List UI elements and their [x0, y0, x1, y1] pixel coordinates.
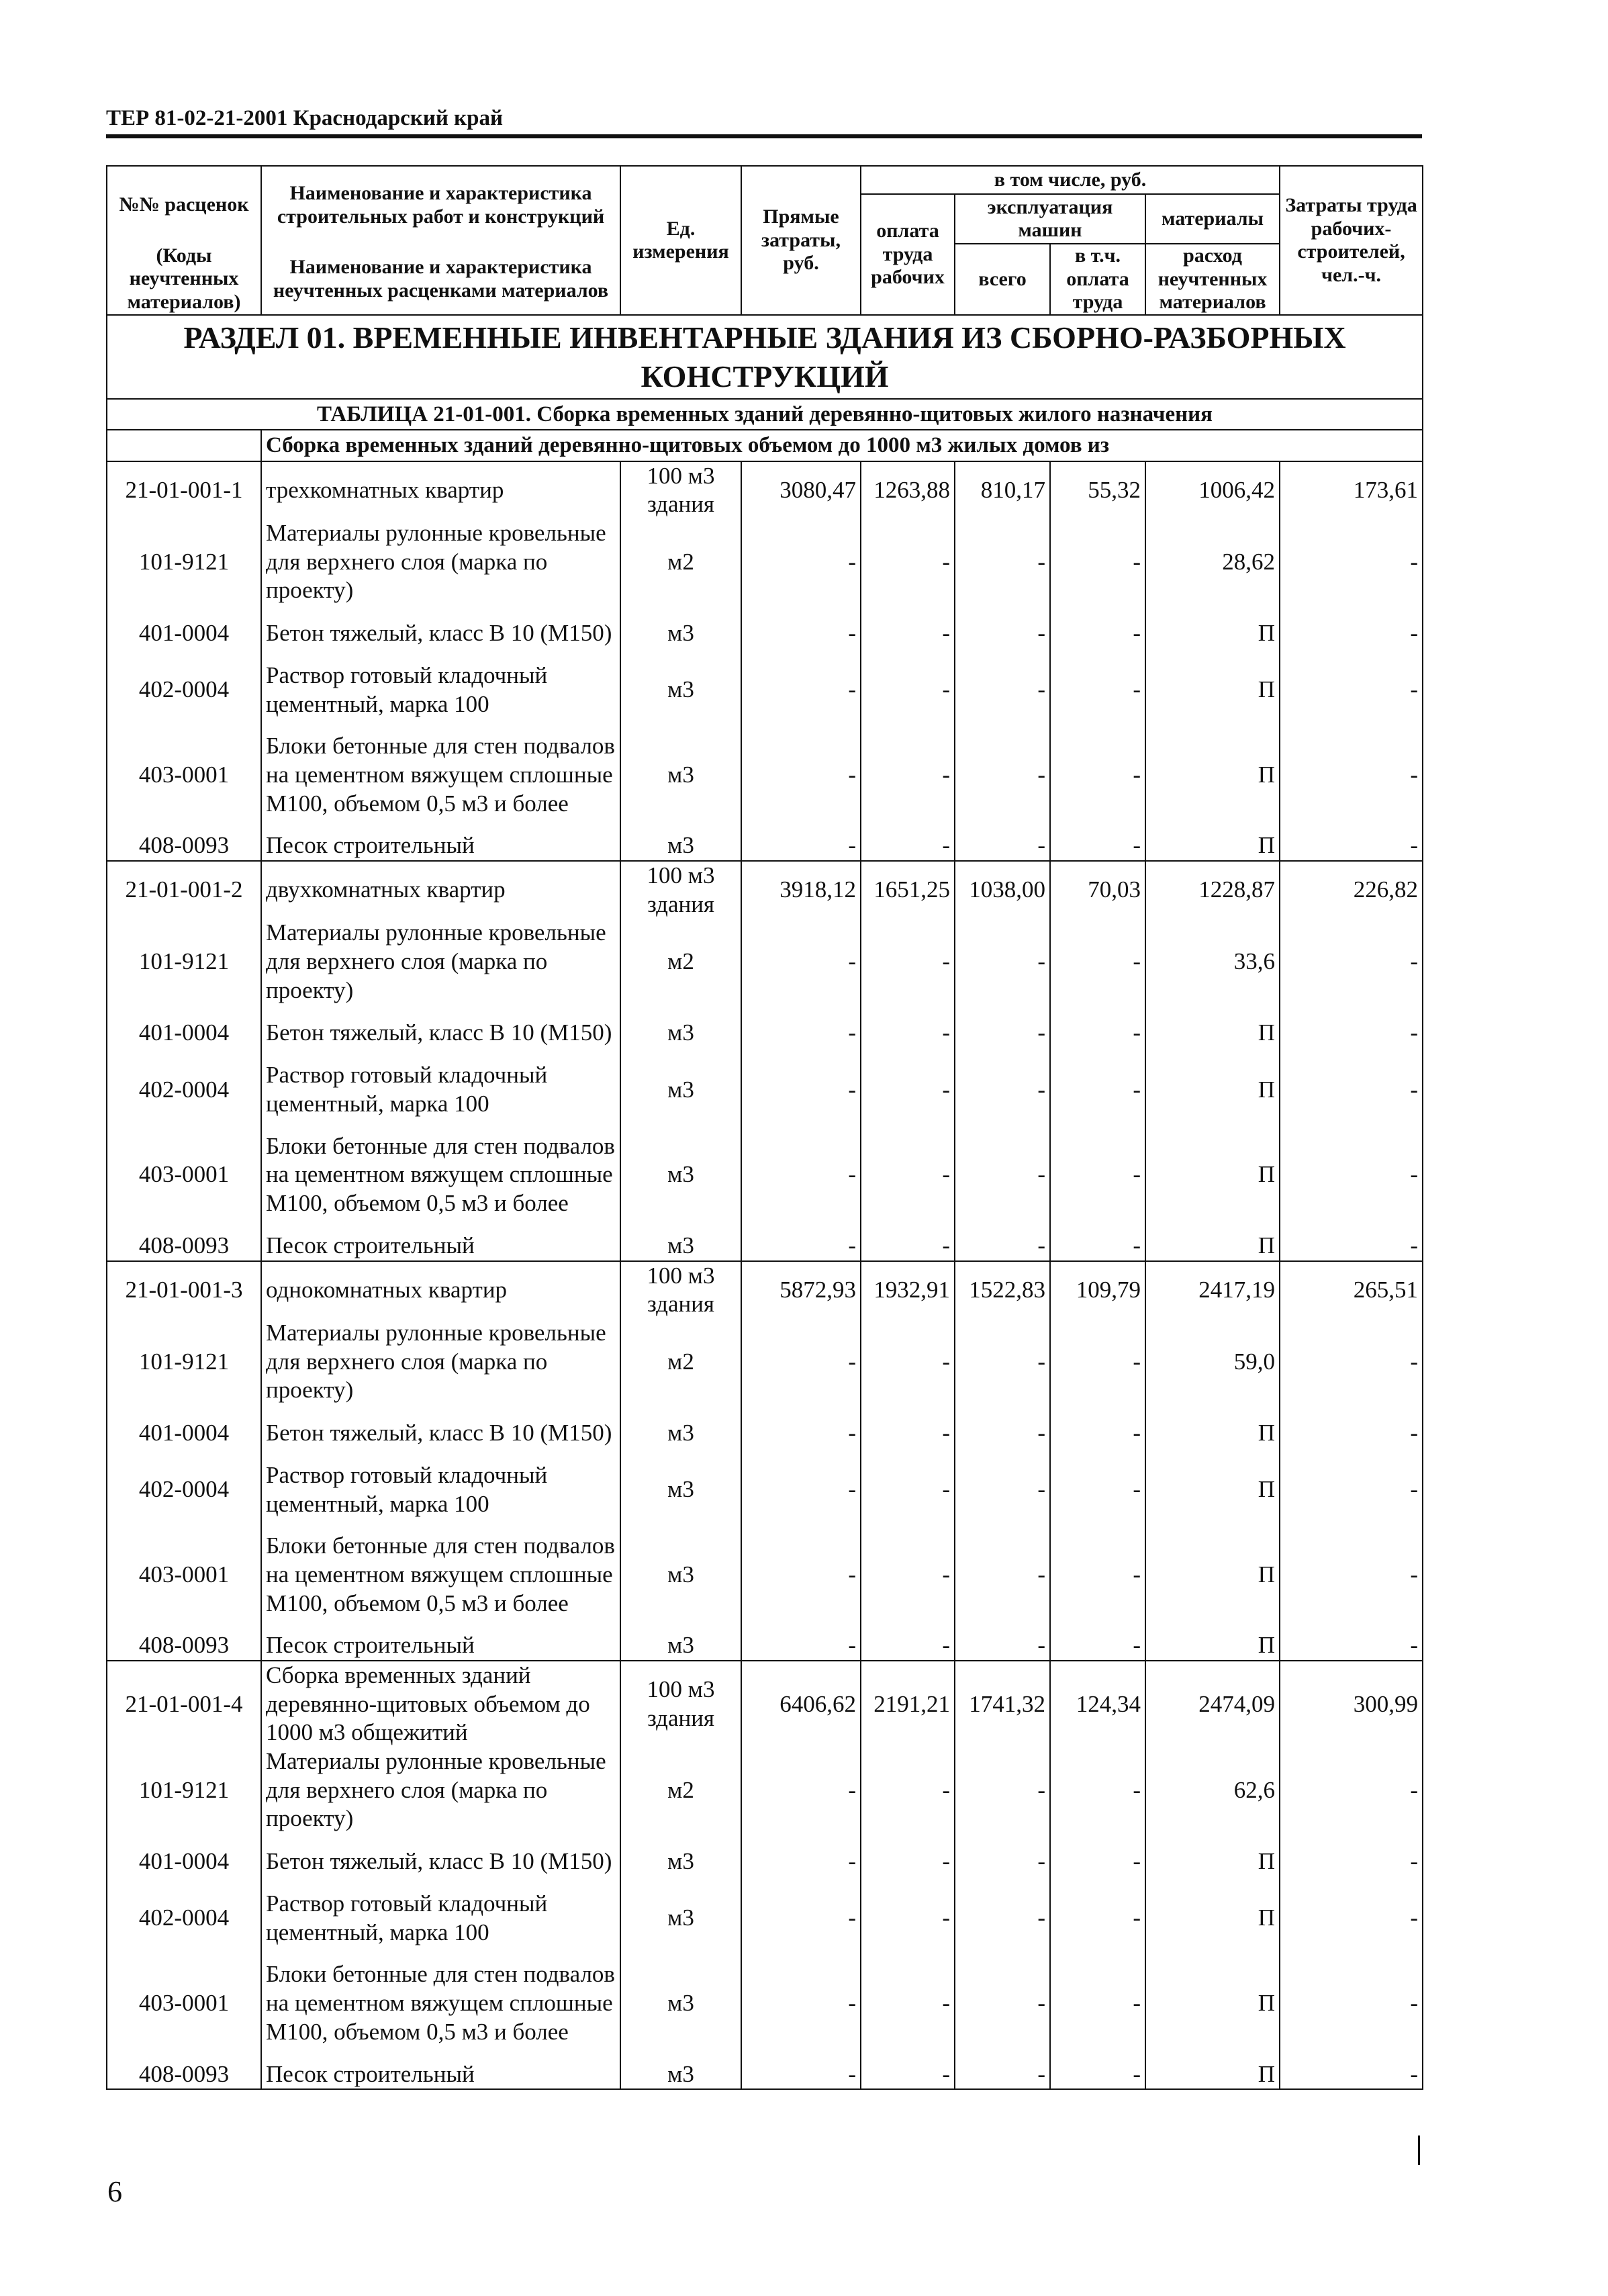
machines-wages: - — [1050, 719, 1145, 831]
machines-wages: - — [1050, 1890, 1145, 1947]
rate-code: 402-0004 — [107, 1890, 261, 1947]
col-code-bottom: (Коды неучтенных материалов) — [107, 244, 261, 315]
rate-name: Раствор готовый кладочный цементный, марка 100 — [261, 1890, 620, 1947]
direct-cost: - — [741, 719, 861, 831]
labor-cost: 173,61 — [1280, 461, 1423, 519]
col-machines-wages: в т.ч. оплата труда — [1050, 244, 1145, 315]
labor-cost: - — [1280, 1232, 1423, 1261]
wages: 2191,21 — [861, 1661, 955, 1747]
machines-wages: - — [1050, 1833, 1145, 1890]
direct-cost: 3918,12 — [741, 861, 861, 919]
machines-total: - — [955, 1405, 1050, 1461]
col-incl: в том числе, руб. — [861, 166, 1280, 194]
machines-total: 1741,32 — [955, 1661, 1050, 1747]
direct-cost: - — [741, 1461, 861, 1518]
wages: - — [861, 519, 955, 605]
direct-cost: 5872,93 — [741, 1261, 861, 1319]
machines-total: - — [955, 1319, 1050, 1405]
materials: П — [1145, 1947, 1280, 2060]
material-row — [107, 1005, 1423, 1061]
rate-name: Блоки бетонные для стен подвалов на цементном вяжущем сплошные М100, объемом 0,5 м3 и более — [261, 719, 620, 831]
machines-total: 810,17 — [955, 461, 1050, 519]
rate-unit: м3 — [620, 661, 741, 719]
labor-cost: - — [1280, 2060, 1423, 2090]
rate-name: Бетон тяжелый, класс В 10 (М150) — [261, 1005, 620, 1061]
wages: 1932,91 — [861, 1261, 955, 1319]
material-row — [107, 1461, 1423, 1518]
rate-name: однокомнатных квартир — [261, 1261, 620, 1319]
rate-unit: м3 — [620, 831, 741, 861]
direct-cost: - — [741, 1631, 861, 1661]
rate-name: трехкомнатных квартир — [261, 461, 620, 519]
machines-wages: - — [1050, 1319, 1145, 1405]
machines-total: 1522,83 — [955, 1261, 1050, 1319]
wages: - — [861, 1119, 955, 1232]
machines-total: - — [955, 1119, 1050, 1232]
wages: - — [861, 831, 955, 861]
col-direct: Прямые затраты, руб. — [741, 166, 861, 315]
labor-cost: 265,51 — [1280, 1261, 1423, 1319]
rate-name: Бетон тяжелый, класс В 10 (М150) — [261, 1833, 620, 1890]
labor-cost: - — [1280, 1405, 1423, 1461]
rate-code: 101-9121 — [107, 1747, 261, 1833]
materials: П — [1145, 661, 1280, 719]
material-row — [107, 1119, 1423, 1232]
materials: П — [1145, 605, 1280, 661]
table-body — [107, 461, 1423, 2090]
labor-cost: - — [1280, 661, 1423, 719]
machines-total: - — [955, 519, 1050, 605]
machines-total: - — [955, 1518, 1050, 1631]
rate-name: Раствор готовый кладочный цементный, марка 100 — [261, 1061, 620, 1118]
material-row — [107, 1061, 1423, 1118]
machines-total: - — [955, 919, 1050, 1005]
rate-unit: м3 — [620, 1119, 741, 1232]
rate-name: Материалы рулонные кровельные для верхнего слоя (марка по проекту) — [261, 919, 620, 1005]
direct-cost: - — [741, 1405, 861, 1461]
material-row — [107, 831, 1423, 861]
rate-code: 403-0001 — [107, 1947, 261, 2060]
rate-code: 402-0004 — [107, 1461, 261, 1518]
labor-cost: - — [1280, 831, 1423, 861]
materials: 2417,19 — [1145, 1261, 1280, 1319]
labor-cost: - — [1280, 1518, 1423, 1631]
table-title: ТАБЛИЦА 21-01-001. Сборка временных зданий деревянно-щитовых жилого назначения — [107, 399, 1423, 430]
rate-code: 402-0004 — [107, 661, 261, 719]
machines-total: - — [955, 1890, 1050, 1947]
machines-total: - — [955, 1461, 1050, 1518]
rate-code: 408-0093 — [107, 2060, 261, 2090]
rate-row — [107, 1261, 1423, 1319]
wages: - — [861, 1747, 955, 1833]
direct-cost: - — [741, 605, 861, 661]
rate-row — [107, 461, 1423, 519]
materials: 33,6 — [1145, 919, 1280, 1005]
wages: - — [861, 661, 955, 719]
rate-unit: м3 — [620, 1947, 741, 2060]
material-row — [107, 519, 1423, 605]
material-row — [107, 2060, 1423, 2090]
machines-total: - — [955, 1833, 1050, 1890]
machines-wages: - — [1050, 831, 1145, 861]
materials: 62,6 — [1145, 1747, 1280, 1833]
group-title-row — [107, 430, 1423, 461]
running-header: ТЕР 81-02-21-2001 Краснодарский край — [106, 106, 504, 130]
rate-name: Песок строительный — [261, 831, 620, 861]
col-machines-total: всего — [955, 244, 1050, 315]
wages: 1263,88 — [861, 461, 955, 519]
wages: - — [861, 1631, 955, 1661]
wages: - — [861, 605, 955, 661]
material-row — [107, 1631, 1423, 1661]
rate-name: Материалы рулонные кровельные для верхнего слоя (марка по проекту) — [261, 1747, 620, 1833]
rate-unit: м3 — [620, 1461, 741, 1518]
rate-code: 403-0001 — [107, 1518, 261, 1631]
section-title: РАЗДЕЛ 01. ВРЕМЕННЫЕ ИНВЕНТАРНЫЕ ЗДАНИЯ ИЗ СБОРНО-РАЗБОРНЫХ КОНСТРУКЦИЙ — [107, 315, 1423, 399]
material-row — [107, 1405, 1423, 1461]
rate-unit: 100 м3 здания — [620, 861, 741, 919]
wages: - — [861, 1405, 955, 1461]
rate-code: 408-0093 — [107, 1232, 261, 1261]
materials: П — [1145, 1833, 1280, 1890]
rate-name: Раствор готовый кладочный цементный, марка 100 — [261, 1461, 620, 1518]
labor-cost: - — [1280, 919, 1423, 1005]
wages: - — [861, 1319, 955, 1405]
labor-cost: - — [1280, 605, 1423, 661]
machines-wages: - — [1050, 1518, 1145, 1631]
rate-unit: м3 — [620, 605, 741, 661]
page-number: 6 — [107, 2175, 122, 2208]
rate-name: Бетон тяжелый, класс В 10 (М150) — [261, 605, 620, 661]
rate-name: Блоки бетонные для стен подвалов на цементном вяжущем сплошные М100, объемом 0,5 м3 и более — [261, 1518, 620, 1631]
rate-name: Материалы рулонные кровельные для верхнего слоя (марка по проекту) — [261, 519, 620, 605]
labor-cost: - — [1280, 1890, 1423, 1947]
group-title: Сборка временных зданий деревянно-щитовых объемом до 1000 м3 жилых домов из — [261, 430, 1423, 461]
rate-unit: м2 — [620, 1319, 741, 1405]
header-row-1 — [107, 166, 1423, 194]
material-row — [107, 661, 1423, 719]
rate-unit: м3 — [620, 2060, 741, 2090]
direct-cost: - — [741, 1319, 861, 1405]
rate-unit: м3 — [620, 1890, 741, 1947]
rate-unit: м3 — [620, 1631, 741, 1661]
machines-wages: - — [1050, 1947, 1145, 2060]
direct-cost: - — [741, 2060, 861, 2090]
materials: П — [1145, 1005, 1280, 1061]
col-labor: Затраты труда рабочих-строителей, чел.-ч. — [1280, 166, 1423, 315]
machines-wages: - — [1050, 1461, 1145, 1518]
machines-wages: - — [1050, 605, 1145, 661]
direct-cost: - — [741, 1005, 861, 1061]
direct-cost: - — [741, 1947, 861, 2060]
materials: П — [1145, 831, 1280, 861]
rate-unit: м3 — [620, 1518, 741, 1631]
col-machines: эксплуатация машин — [955, 194, 1145, 244]
col-wages: оплата труда рабочих — [861, 194, 955, 315]
material-row — [107, 1319, 1423, 1405]
rate-unit: м3 — [620, 1232, 741, 1261]
wages: - — [861, 2060, 955, 2090]
direct-cost: - — [741, 1119, 861, 1232]
rate-name: Блоки бетонные для стен подвалов на цементном вяжущем сплошные М100, объемом 0,5 м3 и более — [261, 1947, 620, 2060]
rate-unit: м2 — [620, 919, 741, 1005]
material-row — [107, 1947, 1423, 2060]
direct-cost: - — [741, 1518, 861, 1631]
labor-cost: - — [1280, 1747, 1423, 1833]
materials: П — [1145, 1518, 1280, 1631]
machines-wages: - — [1050, 519, 1145, 605]
material-row — [107, 919, 1423, 1005]
material-row — [107, 1747, 1423, 1833]
wages: - — [861, 1461, 955, 1518]
rate-name: Песок строительный — [261, 1631, 620, 1661]
rate-unit: м3 — [620, 1833, 741, 1890]
machines-total: - — [955, 1005, 1050, 1061]
direct-cost: - — [741, 1890, 861, 1947]
rate-unit: м2 — [620, 1747, 741, 1833]
materials: 2474,09 — [1145, 1661, 1280, 1747]
machines-wages: - — [1050, 1747, 1145, 1833]
materials: П — [1145, 1061, 1280, 1118]
rate-code: 21-01-001-2 — [107, 861, 261, 919]
materials: 59,0 — [1145, 1319, 1280, 1405]
table-title-row — [107, 399, 1423, 430]
direct-cost: - — [741, 519, 861, 605]
rate-row — [107, 1661, 1423, 1747]
rate-code: 21-01-001-3 — [107, 1261, 261, 1319]
col-unit: Ед. измерения — [620, 166, 741, 315]
machines-wages: - — [1050, 661, 1145, 719]
page-edge-mark — [1418, 2136, 1420, 2165]
rate-unit: м3 — [620, 1061, 741, 1118]
machines-wages: - — [1050, 919, 1145, 1005]
materials: П — [1145, 1232, 1280, 1261]
col-code-top: №№ расценок — [107, 166, 261, 244]
wages: - — [861, 719, 955, 831]
rate-unit: 100 м3 здания — [620, 1661, 741, 1747]
material-row — [107, 719, 1423, 831]
rate-name: Песок строительный — [261, 2060, 620, 2090]
machines-total: - — [955, 1747, 1050, 1833]
wages: - — [861, 1005, 955, 1061]
labor-cost: - — [1280, 1119, 1423, 1232]
materials: П — [1145, 1631, 1280, 1661]
material-row — [107, 1232, 1423, 1261]
materials: П — [1145, 1890, 1280, 1947]
section-row — [107, 315, 1423, 399]
machines-total: - — [955, 2060, 1050, 2090]
wages: - — [861, 1232, 955, 1261]
machines-total: - — [955, 605, 1050, 661]
machines-total: - — [955, 1947, 1050, 2060]
direct-cost: - — [741, 661, 861, 719]
machines-wages: - — [1050, 1119, 1145, 1232]
rate-name: двухкомнатных квартир — [261, 861, 620, 919]
rate-code: 403-0001 — [107, 719, 261, 831]
rate-name: Сборка временных зданий деревянно-щитовых объемом до 1000 м3 общежитий — [261, 1661, 620, 1747]
materials: 28,62 — [1145, 519, 1280, 605]
materials: П — [1145, 1461, 1280, 1518]
rate-unit: м2 — [620, 519, 741, 605]
machines-wages: - — [1050, 1631, 1145, 1661]
machines-wages: - — [1050, 1061, 1145, 1118]
rate-unit: м3 — [620, 1405, 741, 1461]
col-name-top: Наименование и характеристика строительных работ и конструкций — [261, 166, 620, 244]
machines-total: - — [955, 1232, 1050, 1261]
rate-code: 101-9121 — [107, 1319, 261, 1405]
col-materials: материалы — [1145, 194, 1280, 244]
col-name-bottom: Наименование и характеристика неучтенных расценками материалов — [261, 244, 620, 315]
machines-total: - — [955, 1631, 1050, 1661]
materials: 1006,42 — [1145, 461, 1280, 519]
labor-cost: - — [1280, 1461, 1423, 1518]
rate-code: 403-0001 — [107, 1119, 261, 1232]
machines-total: - — [955, 719, 1050, 831]
direct-cost: 6406,62 — [741, 1661, 861, 1747]
materials: П — [1145, 1405, 1280, 1461]
rate-code: 21-01-001-1 — [107, 461, 261, 519]
machines-total: - — [955, 831, 1050, 861]
rate-name: Раствор готовый кладочный цементный, марка 100 — [261, 661, 620, 719]
machines-total: - — [955, 661, 1050, 719]
labor-cost: - — [1280, 1319, 1423, 1405]
rate-code: 408-0093 — [107, 1631, 261, 1661]
direct-cost: - — [741, 1833, 861, 1890]
rate-code: 401-0004 — [107, 1005, 261, 1061]
rate-name: Песок строительный — [261, 1232, 620, 1261]
labor-cost: - — [1280, 1005, 1423, 1061]
rate-unit: м3 — [620, 1005, 741, 1061]
rate-code: 402-0004 — [107, 1061, 261, 1118]
wages: - — [861, 1833, 955, 1890]
rate-row — [107, 861, 1423, 919]
machines-wages: 109,79 — [1050, 1261, 1145, 1319]
direct-cost: 3080,47 — [741, 461, 861, 519]
material-row — [107, 1890, 1423, 1947]
wages: - — [861, 1890, 955, 1947]
rate-name: Бетон тяжелый, класс В 10 (М150) — [261, 1405, 620, 1461]
header-rule — [106, 134, 1422, 138]
machines-total: - — [955, 1061, 1050, 1118]
machines-wages: 55,32 — [1050, 461, 1145, 519]
rate-code: 101-9121 — [107, 919, 261, 1005]
material-row — [107, 1833, 1423, 1890]
labor-cost: 226,82 — [1280, 861, 1423, 919]
labor-cost: - — [1280, 1631, 1423, 1661]
rate-code: 408-0093 — [107, 831, 261, 861]
rate-unit: 100 м3 здания — [620, 461, 741, 519]
wages: 1651,25 — [861, 861, 955, 919]
labor-cost: - — [1280, 1947, 1423, 2060]
labor-cost: - — [1280, 519, 1423, 605]
rate-name: Блоки бетонные для стен подвалов на цементном вяжущем сплошные М100, объемом 0,5 м3 и более — [261, 1119, 620, 1232]
materials: 1228,87 — [1145, 861, 1280, 919]
rate-name: Материалы рулонные кровельные для верхнего слоя (марка по проекту) — [261, 1319, 620, 1405]
machines-total: 1038,00 — [955, 861, 1050, 919]
direct-cost: - — [741, 919, 861, 1005]
rate-unit: 100 м3 здания — [620, 1261, 741, 1319]
direct-cost: - — [741, 1061, 861, 1118]
labor-cost: - — [1280, 1833, 1423, 1890]
wages: - — [861, 919, 955, 1005]
direct-cost: - — [741, 831, 861, 861]
rate-code: 401-0004 — [107, 605, 261, 661]
machines-wages: - — [1050, 2060, 1145, 2090]
wages: - — [861, 1518, 955, 1631]
labor-cost: 300,99 — [1280, 1661, 1423, 1747]
machines-wages: - — [1050, 1405, 1145, 1461]
rate-code: 21-01-001-4 — [107, 1661, 261, 1747]
machines-wages: 70,03 — [1050, 861, 1145, 919]
rate-code: 101-9121 — [107, 519, 261, 605]
direct-cost: - — [741, 1232, 861, 1261]
materials: П — [1145, 1119, 1280, 1232]
materials: П — [1145, 2060, 1280, 2090]
materials: П — [1145, 719, 1280, 831]
rate-code: 401-0004 — [107, 1833, 261, 1890]
rate-unit: м3 — [620, 719, 741, 831]
material-row — [107, 1518, 1423, 1631]
col-materials-sub: расход неучтенных материалов — [1145, 244, 1280, 315]
machines-wages: - — [1050, 1005, 1145, 1061]
rates-table — [106, 165, 1423, 2090]
wages: - — [861, 1061, 955, 1118]
direct-cost: - — [741, 1747, 861, 1833]
material-row — [107, 605, 1423, 661]
wages: - — [861, 1947, 955, 2060]
machines-wages: - — [1050, 1232, 1145, 1261]
labor-cost: - — [1280, 1061, 1423, 1118]
machines-wages: 124,34 — [1050, 1661, 1145, 1747]
rate-code: 401-0004 — [107, 1405, 261, 1461]
labor-cost: - — [1280, 719, 1423, 831]
